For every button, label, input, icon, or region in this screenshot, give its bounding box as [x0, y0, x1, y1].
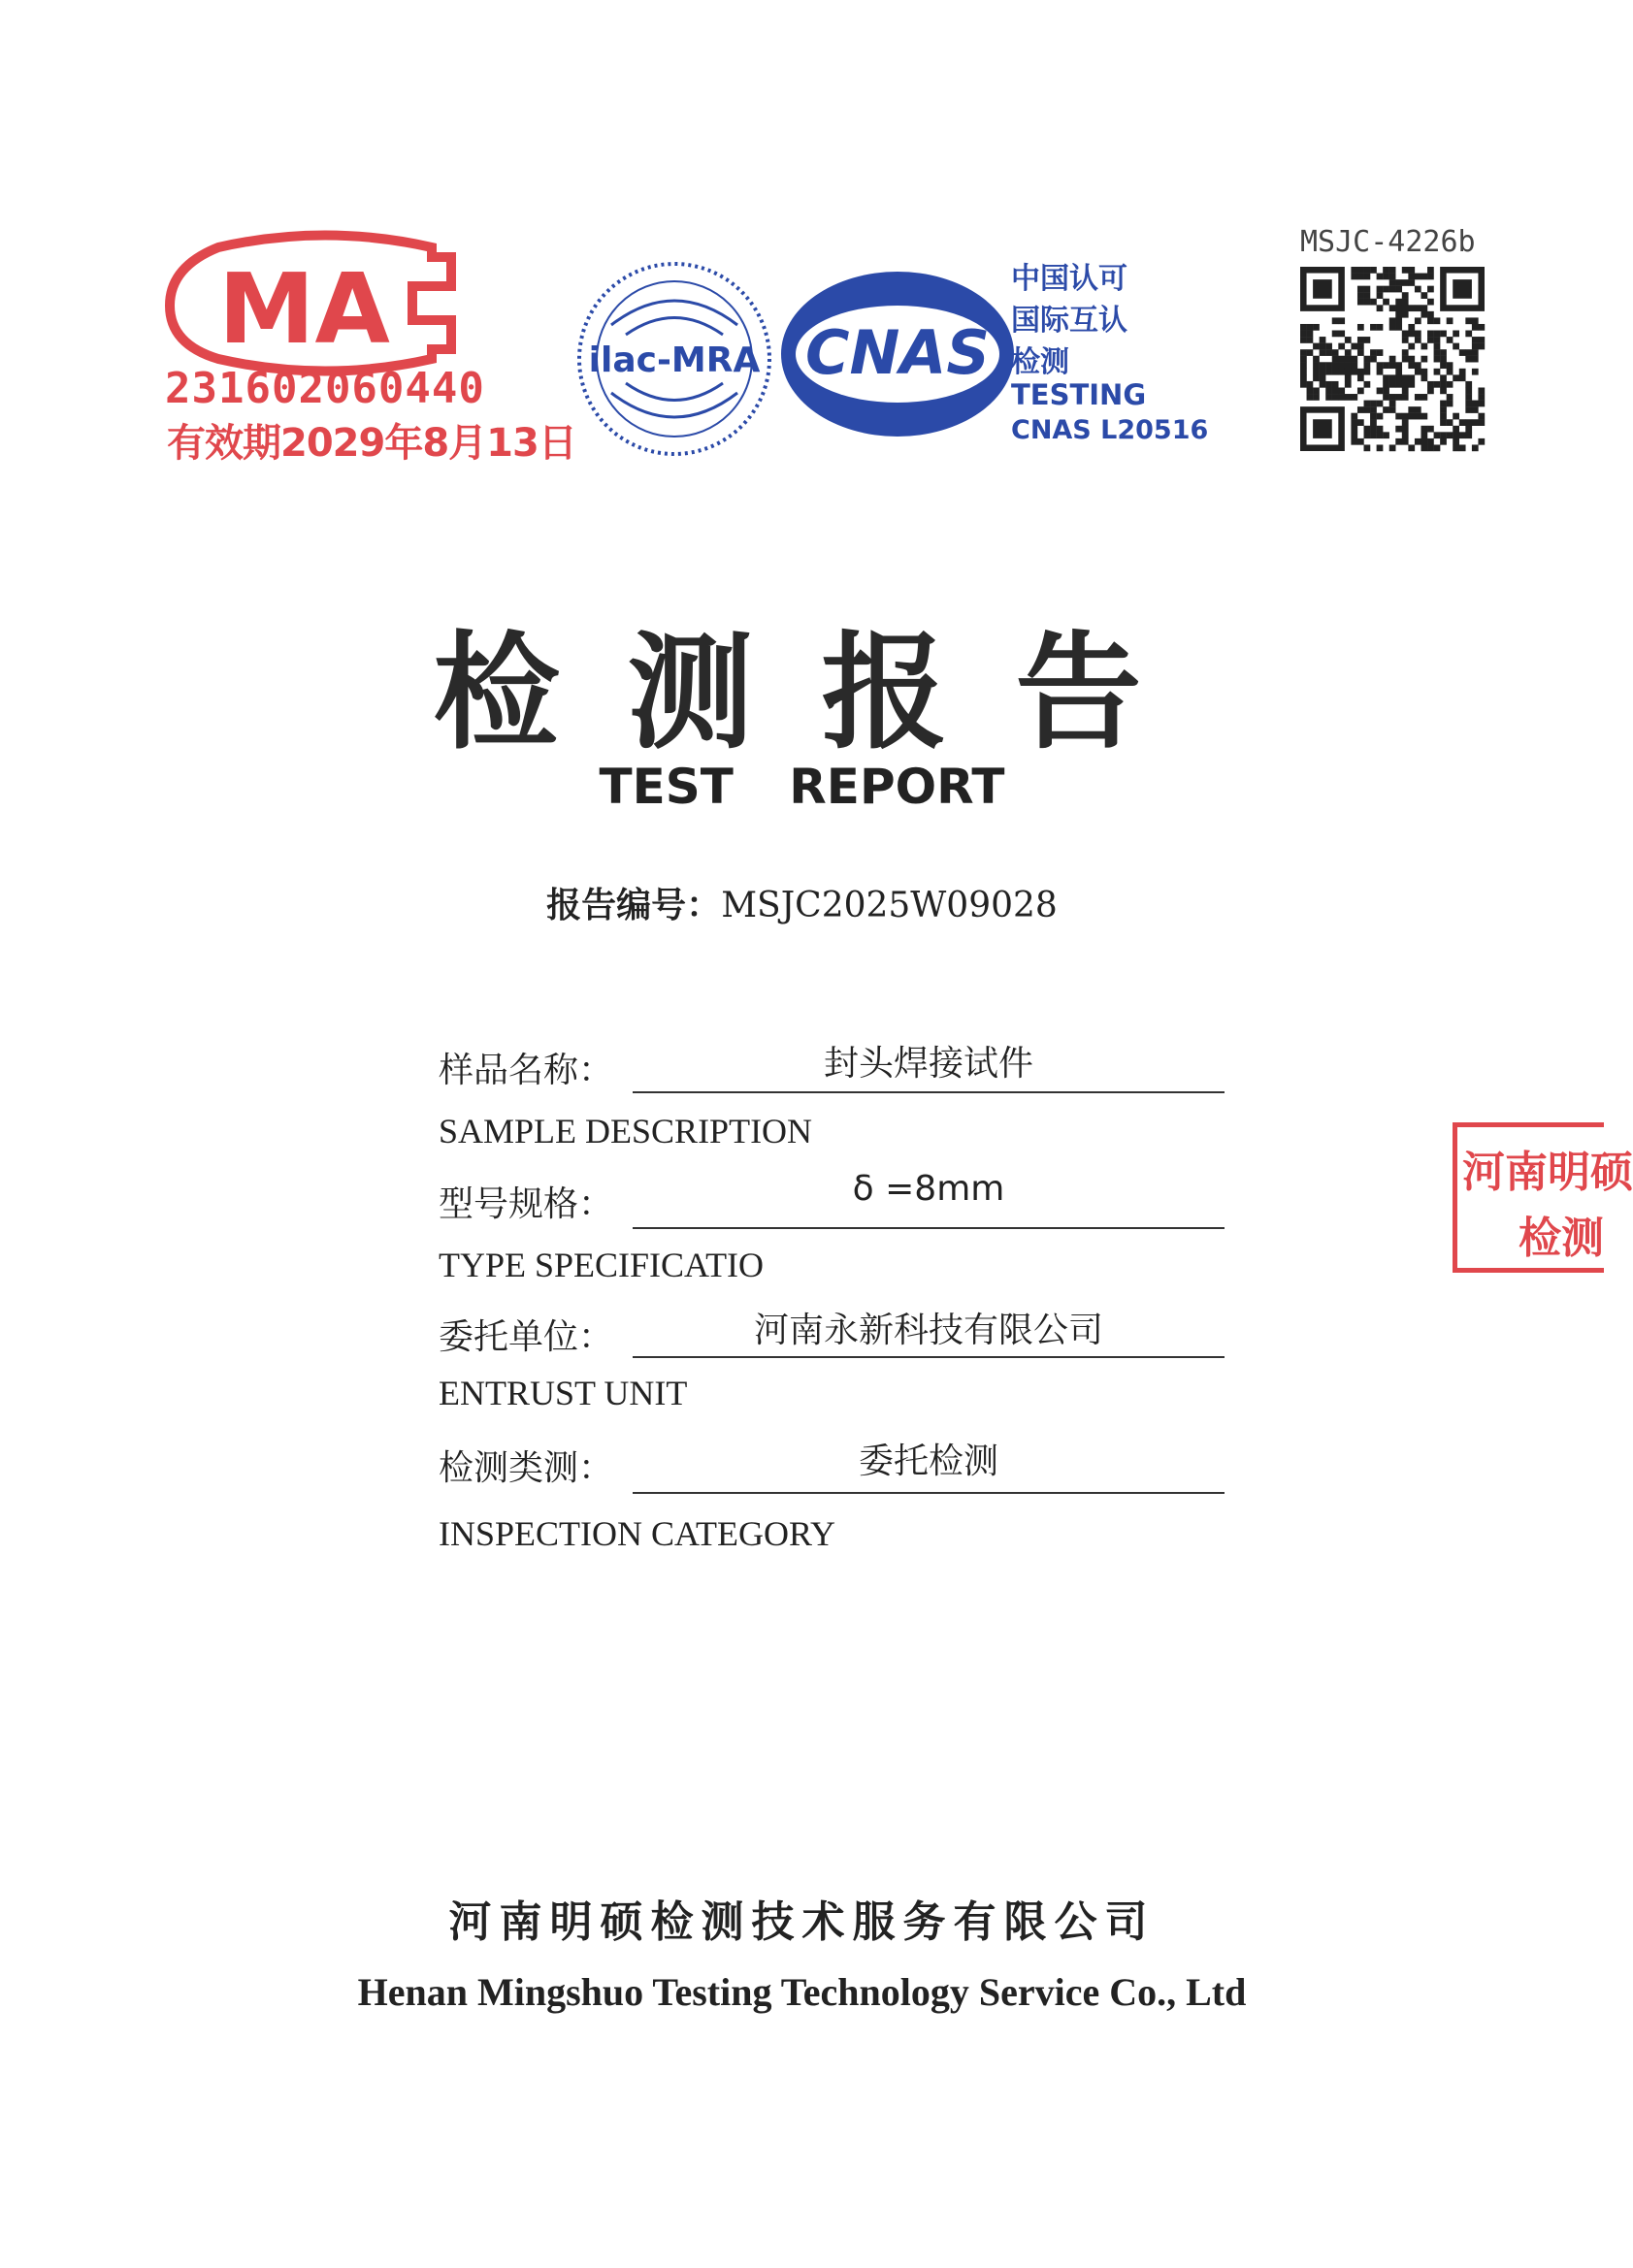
- field-value-inspection-category: 委托检测: [858, 1442, 998, 1481]
- title-english: TEST REPORT: [599, 759, 1005, 815]
- cnas-testing: TESTING: [1011, 378, 1147, 411]
- field-underline: [633, 1356, 1225, 1358]
- ilac-mra-logo: [572, 257, 776, 461]
- field-underline: [633, 1091, 1225, 1093]
- cma-letters: MA: [218, 252, 390, 366]
- seal-text-line1: 河南明硕: [1462, 1148, 1633, 1197]
- ilac-text: ilac-MRA: [588, 340, 761, 380]
- field-underline: [633, 1227, 1225, 1229]
- field-label-inspection-category: 检测类测：: [439, 1448, 614, 1488]
- field-en-inspection-category: INSPECTION CATEGORY: [439, 1514, 836, 1553]
- cnas-letters: CNAS: [804, 317, 991, 388]
- field-label-type-spec: 型号规格：: [439, 1184, 614, 1224]
- cnas-cn-line1: 中国认可: [1011, 262, 1127, 296]
- cma-validity: 有效期2029年8月13日: [167, 421, 576, 466]
- field-label-sample-name: 样品名称：: [439, 1051, 614, 1090]
- qr-code: [1300, 267, 1485, 451]
- report-number-label: 报告编号：: [546, 886, 722, 925]
- field-en-type-specification: TYPE SPECIFICATIO: [439, 1246, 765, 1284]
- field-underline: [633, 1492, 1225, 1494]
- cnas-cn-line2: 国际互认: [1011, 304, 1127, 338]
- cnas-accreditation-number: CNAS L20516: [1011, 415, 1209, 445]
- company-name-english: Henan Mingshuo Testing Technology Service Co., Ltd: [357, 1970, 1247, 2014]
- report-number-value: MSJC2025W09028: [721, 886, 1058, 925]
- field-value-entrust-unit: 河南永新科技有限公司: [753, 1311, 1103, 1350]
- field-en-entrust-unit: ENTRUST UNIT: [439, 1374, 688, 1412]
- cma-number: 231602060440: [165, 364, 485, 413]
- field-value-sample-name: 封头焊接试件: [823, 1044, 1033, 1084]
- seal-text-line2: 检测: [1519, 1214, 1604, 1263]
- company-name-chinese: 河南明硕检测技术服务有限公司: [448, 1897, 1156, 1947]
- title-chinese: 检测报告: [433, 618, 1210, 766]
- field-en-sample-description: SAMPLE DESCRIPTION: [439, 1112, 813, 1150]
- report-number: [0, 878, 1604, 927]
- cnas-cn-line3: 检测: [1011, 345, 1069, 379]
- cnas-logo: [776, 262, 1019, 446]
- field-label-entrust-unit: 委托单位：: [439, 1317, 614, 1357]
- qr-code-id: MSJC-4226b: [1300, 225, 1476, 259]
- field-value-type-spec: δ =8mm: [852, 1169, 1005, 1209]
